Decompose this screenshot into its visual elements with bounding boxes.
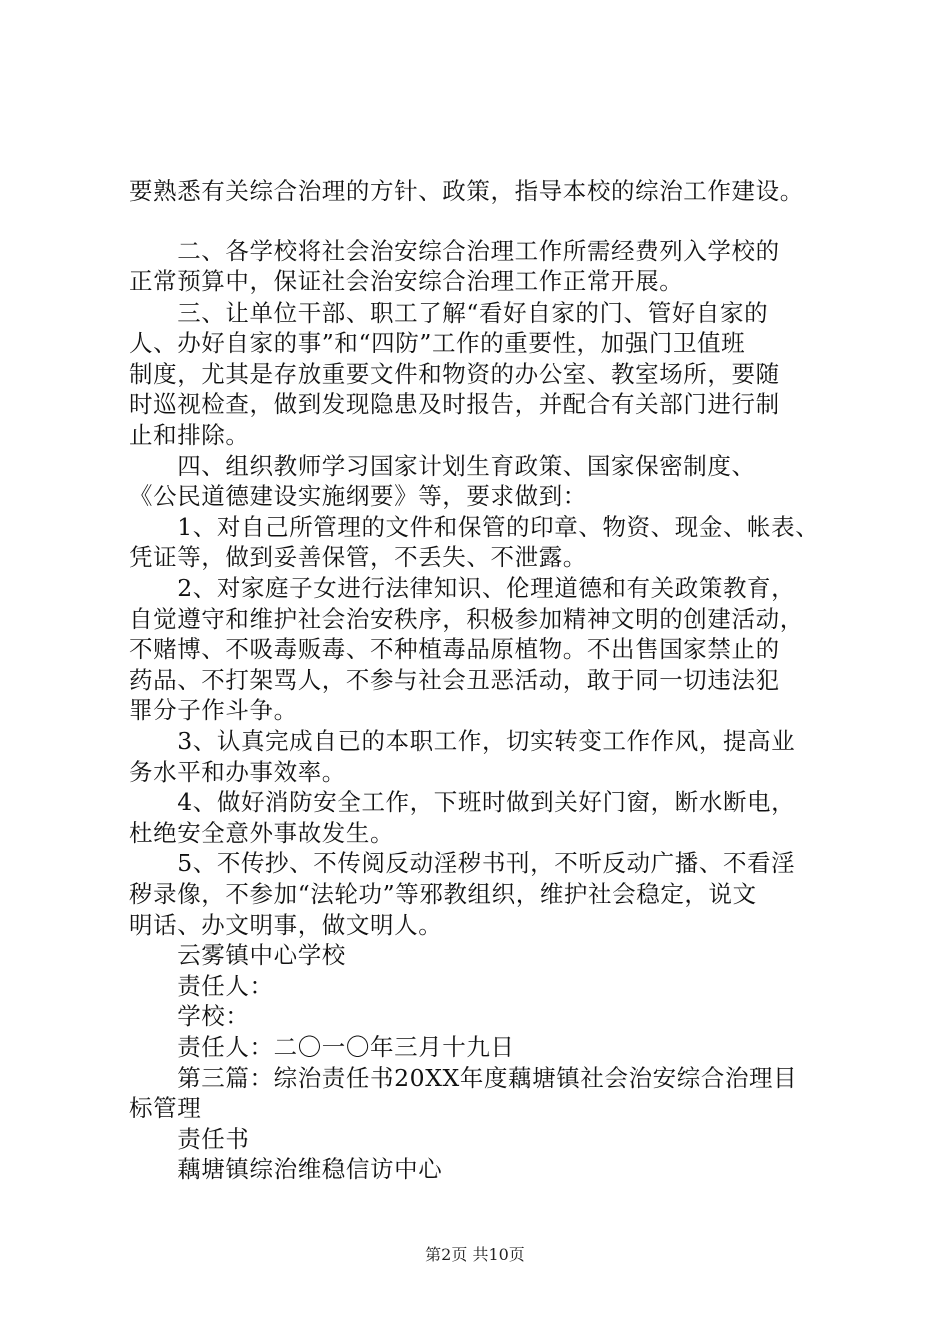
text-line: 时巡视检查，做到发现隐患及时报告，并配合有关部门进行制 bbox=[129, 390, 780, 418]
text-line: 责任人：二〇一〇年三月十九日 bbox=[129, 1033, 515, 1061]
text-line: 第三篇：综治责任书20XX年度藕塘镇社会治安综合治理目 bbox=[129, 1064, 798, 1092]
text-line: 藕塘镇综治维稳信访中心 bbox=[129, 1155, 443, 1183]
text-line: 正常预算中，保证社会治安综合治理工作正常开展。 bbox=[129, 267, 684, 295]
text-line: 明话、办文明事，做文明人。 bbox=[129, 911, 443, 939]
text-line: 云雾镇中心学校 bbox=[129, 941, 346, 969]
text-line: 3、认真完成自已的本职工作，切实转变工作作风，提高业 bbox=[129, 727, 796, 755]
text-line: 二、各学校将社会治安综合治理工作所需经费列入学校的 bbox=[129, 237, 780, 265]
text-line: 2、对家庭子女进行法律知识、伦理道德和有关政策教育， bbox=[129, 574, 796, 602]
text-line: 止和排除。 bbox=[129, 421, 250, 449]
page-footer: 第2页 共10页 bbox=[425, 1245, 525, 1264]
text-line: 学校： bbox=[129, 1002, 250, 1030]
text-line: 要熟悉有关综合治理的方针、政策，指导本校的综治工作建设。 bbox=[129, 177, 804, 205]
text-line: 标管理 bbox=[129, 1094, 202, 1122]
text-line: 四、组织教师学习国家计划生育政策、国家保密制度、 bbox=[129, 452, 756, 480]
text-line: 制度，尤其是存放重要文件和物资的办公室、教室场所，要随 bbox=[129, 360, 780, 388]
text-line: 凭证等，做到妥善保管，不丢失、不泄露。 bbox=[129, 543, 587, 571]
text-line: 三、让单位干部、职工了解“看好自家的门、管好自家的 bbox=[129, 299, 769, 327]
text-line: 罪分子作斗争。 bbox=[129, 696, 298, 724]
text-line: 秽录像，不参加“法轮功”等邪教组织，维护社会稳定，说文 bbox=[129, 880, 757, 908]
text-line: 责任书 bbox=[129, 1125, 250, 1153]
text-line: 药品、不打架骂人，不参与社会丑恶活动，敢于同一切违法犯 bbox=[129, 666, 780, 694]
text-line: 5、不传抄、不传阅反动淫秽书刊，不听反动广播、不看淫 bbox=[129, 849, 796, 877]
text-line: 4、做好消防安全工作，下班时做到关好门窗，断水断电， bbox=[129, 788, 796, 816]
text-line: 1、对自己所管理的文件和保管的印章、物资、现金、帐表、 bbox=[129, 513, 820, 541]
text-line: 自觉遵守和维护社会治安秩序，积极参加精神文明的创建活动， bbox=[129, 605, 804, 633]
text-line: 不赌博、不吸毒贩毒、不种植毒品原植物。不出售国家禁止的 bbox=[129, 635, 780, 663]
text-line: 杜绝安全意外事故发生。 bbox=[129, 819, 395, 847]
text-line: 《公民道德建设实施纲要》等，要求做到： bbox=[129, 482, 587, 510]
text-line: 人、办好自家的事”和“四防”工作的重要性，加强门卫值班 bbox=[129, 329, 746, 357]
text-line: 责任人： bbox=[129, 972, 274, 1000]
text-line: 务水平和办事效率。 bbox=[129, 758, 346, 786]
